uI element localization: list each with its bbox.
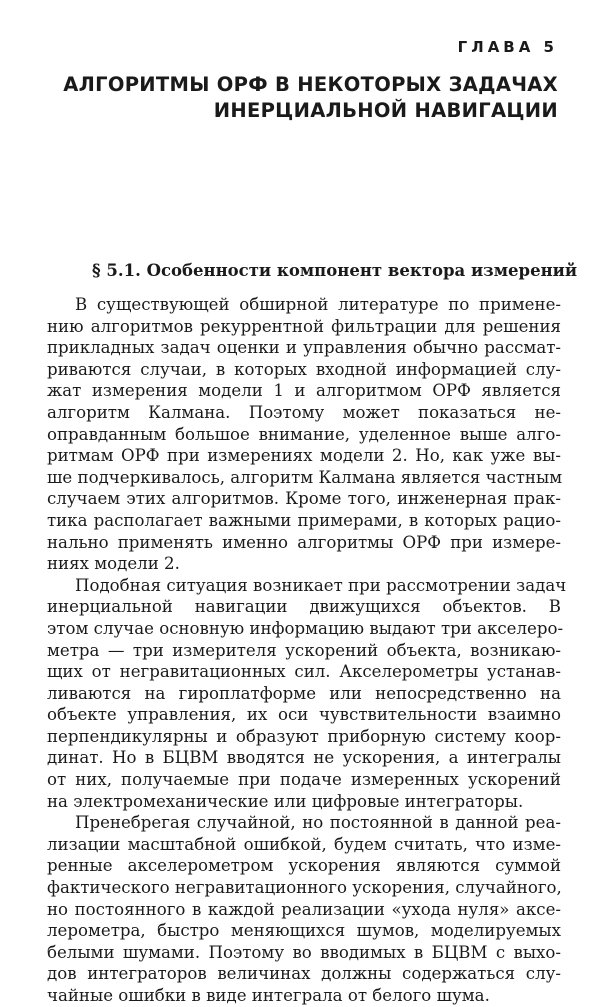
- section-title: § 5.1. Особенности компонент вектора измерений: [92, 261, 578, 280]
- text-line: чайные ошибки в виде интеграла от белого шума.: [47, 986, 490, 1005]
- text-line: случаем этих алгоритмов. Кроме того, инженерная прак-: [47, 489, 561, 509]
- text-line: от них, получаемые при подаче измеренных ускорений: [47, 770, 561, 790]
- text-line: инерциальной навигации движущихся объектов. В: [47, 597, 561, 617]
- text-line: фактического негравитационного ускорения, случайного,: [47, 878, 562, 898]
- text-line: этом случае основную информацию выдают три акселеро-: [47, 618, 564, 638]
- text-line: ритмам ОРФ при измерениях модели 2. Но, как уже вы-: [47, 446, 561, 466]
- chapter-title-line: ИНЕРЦИАЛЬНОЙ НАВИГАЦИИ: [213, 99, 558, 122]
- text-line: лизации масштабной ошибкой, будем считать, что изме-: [47, 834, 561, 854]
- text-line: оправданным большое внимание, уделенное выше алго-: [47, 424, 561, 444]
- text-line: динат. Но в БЦВМ вводятся не ускорения, а интегралы: [47, 748, 561, 768]
- text-line: ше подчеркивалось, алгоритм Калмана является частным: [47, 467, 563, 487]
- paragraph-3: [47, 812, 561, 1006]
- text-line: Пренебрегая случайной, но постоянной в данной реа-: [75, 813, 561, 833]
- text-line: В существующей обширной литературе по примене-: [75, 295, 561, 314]
- text-line: ливаются на гироплатформе или непосредственно на: [47, 683, 561, 703]
- text-line: Подобная ситуация возникает при рассмотрении задач: [75, 575, 567, 595]
- chapter-label: ГЛАВА 5: [457, 38, 558, 56]
- text-line: алгоритм Калмана. Поэтому может показаться не-: [47, 402, 561, 422]
- text-line: лерометра, быстро меняющихся шумов, моделируемых: [47, 921, 561, 941]
- text-line: прикладных задач оценки и управления обычно рассмат-: [47, 338, 561, 358]
- text-line: нию алгоритмов рекуррентной фильтрации для решения: [47, 316, 561, 336]
- chapter-title-line: АЛГОРИТМЫ ОРФ В НЕКОТОРЫХ ЗАДАЧАХ: [63, 73, 558, 96]
- text-line: тика располагает важными примерами, в которых рацио-: [47, 510, 561, 530]
- text-line: но постоянного в каждой реализации «ухода нуля» аксе-: [47, 899, 561, 919]
- chapter-title: [58, 72, 558, 124]
- text-line: метра — три измерителя ускорений объекта, возникаю-: [47, 640, 561, 660]
- text-line: щих от негравитационных сил. Акселерометры устанав-: [47, 662, 561, 682]
- paragraph-1: [47, 294, 561, 575]
- text-line: на электромеханические или цифровые интеграторы.: [47, 791, 524, 811]
- text-line: ниях модели 2.: [47, 554, 180, 574]
- text-line: риваются случаи, в которых входной информацией слу-: [47, 359, 561, 379]
- paragraph-2: [47, 575, 567, 813]
- text-line: ренные акселерометром ускорения являются суммой: [47, 856, 561, 876]
- text-line: перпендикулярны и образуют приборную систему коор-: [47, 726, 561, 746]
- text-line: белыми шумами. Поэтому во вводимых в БЦВМ с выхо-: [47, 942, 561, 962]
- text-line: нально применять именно алгоритмы ОРФ при измере-: [47, 532, 561, 552]
- body-text: [47, 294, 567, 1007]
- text-line: объекте управления, их оси чувствительности взаимно: [47, 705, 561, 725]
- text-line: дов интеграторов величинах должны содержаться слу-: [47, 964, 561, 984]
- text-line: жат измерения модели 1 и алгоритмом ОРФ является: [47, 381, 561, 401]
